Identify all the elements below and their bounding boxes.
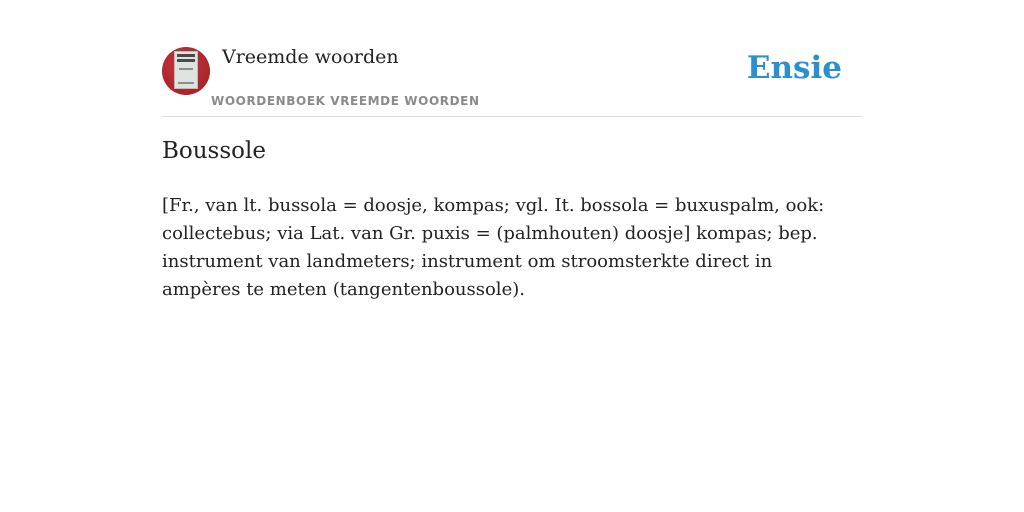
book-subtitle-line xyxy=(179,68,193,70)
site-header xyxy=(162,44,862,117)
book-cover-icon[interactable] xyxy=(162,47,210,95)
site-subtitle: WOORDENBOEK VREEMDE WOORDEN xyxy=(211,94,480,108)
book-title-line xyxy=(177,59,195,62)
entry-definition: [Fr., van lt. bussola = doosje, kompas; vgl. It. bossola = buxuspalm, ook: collectebus; via Lat. van Gr. puxis = (palmhouten) doosje] kompas; bep. instrument van landmeters; instrument om stroomsterkte direct in ampères te meten (tangentenboussole). xyxy=(162,195,825,300)
book-shape xyxy=(174,51,198,89)
ensie-logo-link[interactable]: Ensie xyxy=(746,50,842,86)
entry-term: Boussole xyxy=(162,138,266,164)
book-title-line xyxy=(177,54,195,57)
site-title-link[interactable]: Vreemde woorden xyxy=(222,46,399,68)
book-author-line xyxy=(178,82,194,84)
